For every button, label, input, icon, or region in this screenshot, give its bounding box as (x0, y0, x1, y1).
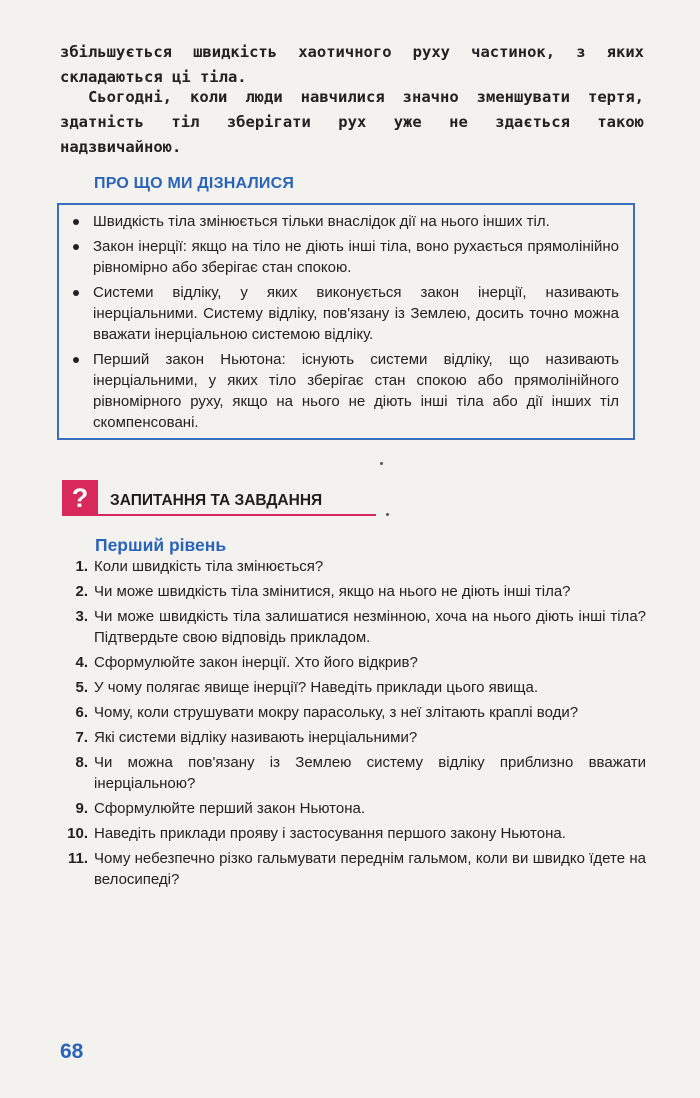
summary-item (71, 349, 619, 433)
question-item (62, 581, 646, 602)
question-item (62, 848, 646, 890)
body-paragraph-continued: збільшується швидкість хаотичного руху частинок, з яких складаються ці тіла. (60, 43, 644, 86)
question-item (62, 652, 646, 673)
summary-item (71, 236, 619, 278)
level-title: Перший рівень (95, 535, 227, 555)
question-number: 6. (75, 704, 88, 721)
summary-item-text: Системи відліку, у яких виконується закон інерції, називають інерціальними. Систему відліку, пов'язану із Землею, досить точно можна вважати інерціальною системою відліку. (93, 284, 619, 343)
question-number: 3. (75, 608, 88, 625)
question-text: Чи можна пов'язану із Землею систему відліку приблизно вважати інерціальною? (94, 754, 646, 792)
question-item (62, 798, 646, 819)
question-item (62, 556, 646, 577)
question-item (62, 752, 646, 794)
question-number: 9. (75, 800, 88, 817)
summary-item (71, 282, 619, 345)
question-mark-icon: ? (62, 480, 98, 516)
summary-box (57, 203, 635, 440)
bullet-icon (73, 357, 79, 363)
question-item (62, 606, 646, 648)
question-text: Сформулюйте перший закон Ньютона. (94, 800, 366, 817)
question-text: Які системи відліку називають інерціальними? (94, 729, 418, 746)
question-number: 5. (75, 679, 88, 696)
questions-list (62, 556, 646, 894)
page-number: 68 (60, 1040, 84, 1063)
question-item (62, 702, 646, 723)
question-item (62, 677, 646, 698)
summary-heading: ПРО ЩО МИ ДІЗНАЛИСЯ (94, 175, 295, 192)
question-number: 4. (75, 654, 88, 671)
summary-list (71, 211, 619, 433)
question-number: 2. (75, 583, 88, 600)
question-text: Чи може швидкість тіла залишатися незмінною, хоча на нього діють інші тіла? Підтвердьте свою відповідь прикладом. (94, 608, 646, 646)
summary-item-text: Перший закон Ньютона: існують системи відліку, що називають інерціальними, у яких тіло зберігає стан спокою або прямолінійного рівномірного руху, якщо на нього не діють інші тіла або дії інших тіл скомпенсовані. (93, 351, 619, 431)
question-item (62, 823, 646, 844)
question-text: Чому, коли струшувати мокру парасольку, з неї злітають краплі води? (94, 704, 579, 721)
questions-section-title: ЗАПИТАННЯ ТА ЗАВДАННЯ (110, 492, 323, 509)
question-item (62, 727, 646, 748)
question-number: 10. (67, 825, 88, 842)
summary-item-text: Закон інерції: якщо на тіло не діють інші тіла, воно рухається прямолінійно рівномірно або зберігає стан спокою. (93, 238, 619, 276)
print-speck (380, 462, 383, 465)
question-number: 7. (75, 729, 88, 746)
section-title-underline (98, 514, 376, 516)
bullet-icon (73, 244, 79, 250)
print-speck (386, 513, 389, 516)
question-text: Чому небезпечно різко гальмувати переднім гальмом, коли ви швидко їдете на велосипеді? (94, 850, 646, 888)
question-text: Чи може швидкість тіла змінитися, якщо на нього не діють інші тіла? (94, 583, 571, 600)
summary-item-text: Швидкість тіла змінюється тільки внаслідок дії на нього інших тіл. (93, 213, 550, 230)
question-text: Коли швидкість тіла змінюється? (94, 558, 324, 575)
question-text: Сформулюйте закон інерції. Хто його відкрив? (94, 654, 418, 671)
question-number: 8. (75, 754, 88, 771)
bullet-icon (73, 219, 79, 225)
question-number: 11. (67, 850, 88, 867)
body-paragraph: Сьогодні, коли люди навчилися значно зменшувати тертя, здатність тіл зберігати рух уже не здається такою надзвичайною. (60, 88, 644, 156)
bullet-icon (73, 290, 79, 296)
question-text: Наведіть приклади прояву і застосування першого закону Ньютона. (94, 825, 566, 842)
summary-item (71, 211, 619, 232)
question-number: 1. (75, 558, 88, 575)
question-text: У чому полягає явище інерції? Наведіть приклади цього явища. (94, 679, 538, 696)
